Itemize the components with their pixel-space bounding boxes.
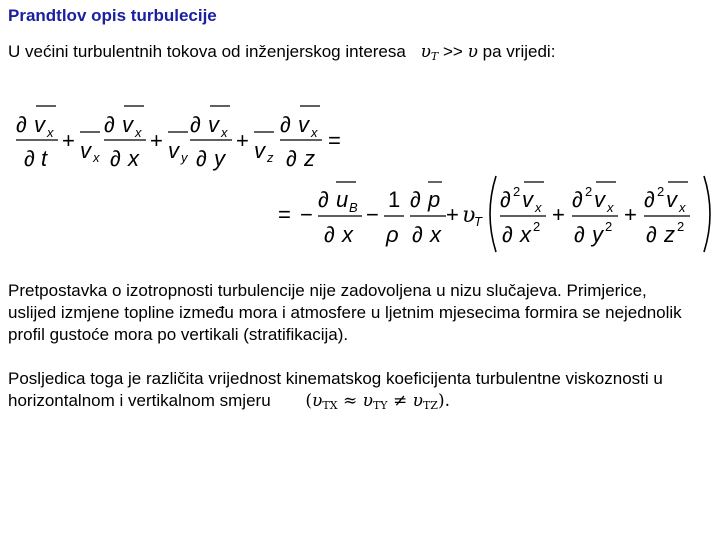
svg-text:∂: ∂: [280, 112, 291, 137]
equation-row-1: [16, 106, 341, 171]
svg-text:∂: ∂: [104, 112, 115, 137]
svg-text:∂: ∂: [574, 222, 585, 247]
svg-text:∂: ∂: [190, 112, 201, 137]
svg-text:y: y: [214, 146, 225, 171]
paragraph-stratification: [8, 280, 682, 346]
svg-text:v: v: [122, 112, 133, 137]
svg-text:x: x: [535, 200, 542, 215]
svg-text:∂: ∂: [286, 146, 297, 171]
svg-text:2: 2: [533, 219, 541, 234]
svg-text:ρ: ρ: [386, 222, 399, 247]
svg-text:+: +: [150, 128, 163, 153]
svg-text:2: 2: [605, 219, 613, 234]
svg-text:1: 1: [388, 187, 401, 212]
svg-text:∂: ∂: [572, 187, 583, 212]
svg-text:v: v: [522, 187, 533, 212]
svg-text:z: z: [304, 146, 315, 171]
reynolds-averaged-equation: [0, 92, 720, 262]
svg-text:∂: ∂: [502, 222, 513, 247]
svg-text:v: v: [168, 138, 179, 163]
svg-text:2: 2: [677, 219, 685, 234]
turbulent-viscosity-relation: $\upsilon_T >> \upsilon$: [420, 42, 478, 63]
svg-text:∂: ∂: [324, 222, 335, 247]
svg-text:t: t: [41, 146, 48, 171]
svg-text:B: B: [349, 200, 358, 215]
svg-text:y: y: [592, 222, 603, 247]
svg-text:u: u: [336, 187, 349, 212]
svg-text:T: T: [474, 214, 482, 229]
svg-text:x: x: [311, 125, 318, 140]
paragraph-line: Posljedica toga je različita vrijednost kinematskog koeficijenta turbulentne viskoznosti u: [8, 369, 663, 388]
svg-text:=: =: [328, 128, 341, 153]
svg-text:2: 2: [513, 184, 521, 199]
svg-text:υ: υ: [462, 203, 476, 228]
svg-text:v: v: [34, 112, 45, 137]
equation-row-2: [278, 176, 710, 252]
svg-text:v: v: [594, 187, 605, 212]
svg-text:v: v: [666, 187, 677, 212]
intro-text-after: pa vrijedi:: [482, 42, 556, 61]
svg-text:x: x: [135, 125, 142, 140]
svg-text:v: v: [80, 138, 91, 163]
svg-text:−: −: [300, 202, 313, 227]
svg-text:2: 2: [585, 184, 593, 199]
paragraph-line: uslijed izmjene topline između mora i atmosfere u ljetnim mjesecima formira se nejednolik: [8, 303, 682, 322]
svg-text:x: x: [679, 200, 686, 215]
svg-text:∂: ∂: [16, 112, 27, 137]
svg-text:x: x: [93, 150, 100, 165]
paragraph-line: horizontalnom i vertikalnom smjeru $(\upsilon_{TX} \approx \upsilon_{TY} \ne \upsilon_{TZ})$.: [8, 391, 450, 412]
svg-text:x: x: [607, 200, 614, 215]
second-derivative-y: [572, 182, 618, 247]
second-derivative-x: [500, 182, 546, 247]
svg-text:=: =: [278, 202, 291, 227]
paragraph-line: profil gustoće mora po vertikali (stratifikacija).: [8, 325, 349, 344]
paragraph-line: Pretpostavka o izotropnosti turbulencije nije zadovoljena u nizu slučajeva. Primjerice,: [8, 281, 647, 300]
svg-text:+: +: [236, 128, 249, 153]
svg-text:∂: ∂: [644, 187, 655, 212]
svg-text:v: v: [254, 138, 265, 163]
svg-text:x: x: [47, 125, 54, 140]
svg-text:z: z: [664, 222, 675, 247]
svg-text:∂: ∂: [646, 222, 657, 247]
svg-text:+: +: [624, 202, 637, 227]
svg-text:x: x: [342, 222, 353, 247]
svg-text:y: y: [181, 150, 188, 165]
second-derivative-z: [644, 182, 690, 247]
svg-text:z: z: [267, 150, 274, 165]
svg-text:+: +: [446, 202, 459, 227]
svg-text:∂: ∂: [500, 187, 511, 212]
svg-text:v: v: [208, 112, 219, 137]
svg-text:∂: ∂: [410, 187, 421, 212]
page-title: Prandtlov opis turbulecije: [8, 6, 217, 25]
svg-text:∂: ∂: [24, 146, 35, 171]
svg-text:∂: ∂: [196, 146, 207, 171]
svg-text:x: x: [128, 146, 139, 171]
svg-text:2: 2: [657, 184, 665, 199]
svg-text:+: +: [552, 202, 565, 227]
svg-text:∂: ∂: [412, 222, 423, 247]
svg-text:v: v: [298, 112, 309, 137]
intro-text: U većini turbulentnih tokova od inženjerskog interesa: [8, 42, 406, 61]
svg-text:x: x: [430, 222, 441, 247]
svg-text:x: x: [520, 222, 531, 247]
svg-text:∂: ∂: [110, 146, 121, 171]
svg-text:∂: ∂: [318, 187, 329, 212]
paragraph-consequence: [8, 368, 663, 417]
svg-text:p: p: [428, 187, 441, 212]
svg-text:−: −: [366, 202, 379, 227]
svg-text:x: x: [221, 125, 228, 140]
anisotropy-relation: $(\upsilon_{TX} \approx \upsilon_{TY} \ne \upsilon_{TZ})$.: [305, 391, 450, 412]
svg-text:+: +: [62, 128, 75, 153]
intro-line: [8, 42, 555, 63]
